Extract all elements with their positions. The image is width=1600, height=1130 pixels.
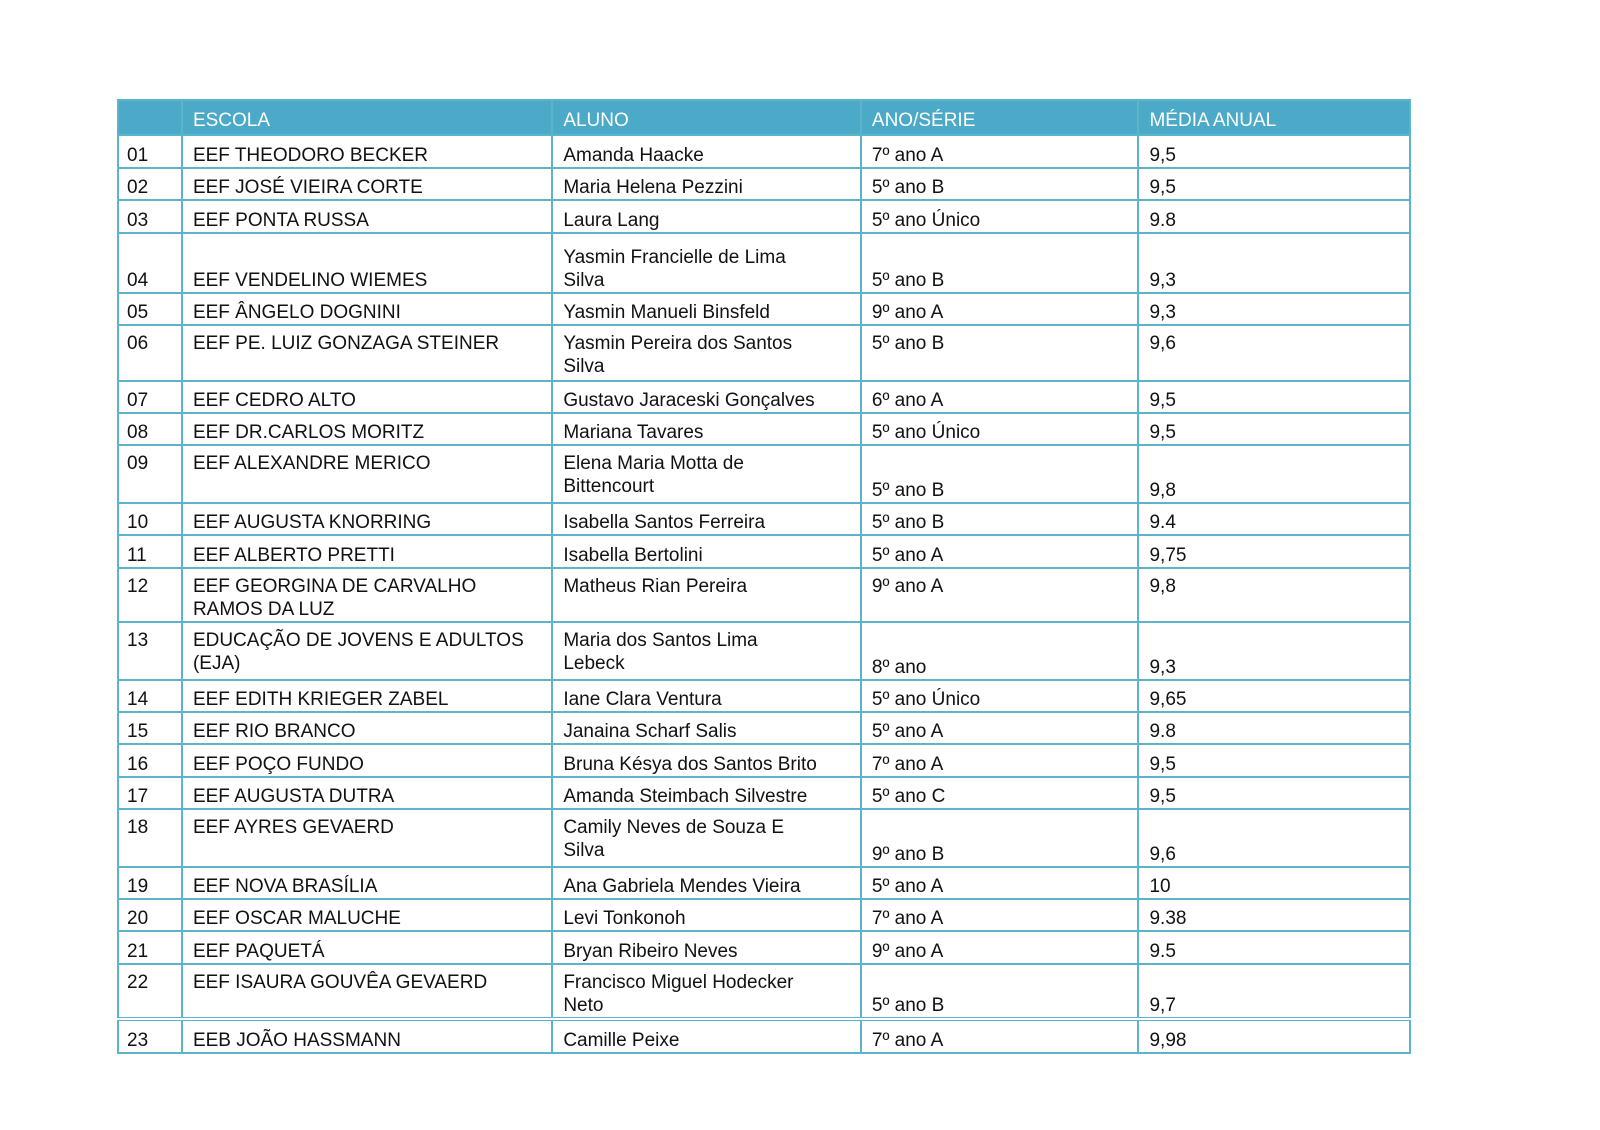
students-table [117, 99, 1411, 1054]
cell-escola: EEF CEDRO ALTO [182, 381, 552, 413]
cell-aluno: Ana Gabriela Mendes Vieira [552, 867, 861, 899]
cell-ano-serie: 5º ano Único [861, 680, 1139, 712]
cell-media-anual: 9,5 [1138, 135, 1410, 168]
cell-number: 13 [118, 622, 182, 680]
table-row [118, 899, 1410, 931]
cell-media-anual: 9,5 [1138, 744, 1410, 777]
table-row [118, 1019, 1410, 1053]
cell-ano-serie: 5º ano A [861, 712, 1139, 744]
cell-media-anual: 9,8 [1138, 445, 1410, 503]
table-row [118, 568, 1410, 622]
cell-number: 20 [118, 899, 182, 931]
cell-number: 10 [118, 503, 182, 535]
cell-escola: EEF VENDELINO WIEMES [182, 233, 552, 293]
cell-aluno: Levi Tonkonoh [552, 899, 861, 931]
cell-escola: EEF OSCAR MALUCHE [182, 899, 552, 931]
cell-number: 16 [118, 744, 182, 777]
cell-ano-serie: 5º ano A [861, 535, 1139, 568]
cell-aluno: Amanda Steimbach Silvestre [552, 777, 861, 809]
cell-aluno: Maria dos Santos Lima Lebeck [552, 622, 861, 680]
table-row [118, 293, 1410, 325]
cell-escola: EEF POÇO FUNDO [182, 744, 552, 777]
table-row [118, 777, 1410, 809]
cell-number: 23 [118, 1019, 182, 1053]
cell-ano-serie: 7º ano A [861, 744, 1139, 777]
cell-aluno: Yasmin Francielle de Lima Silva [552, 233, 861, 293]
cell-ano-serie: 9º ano A [861, 931, 1139, 964]
cell-media-anual: 10 [1138, 867, 1410, 899]
cell-number: 02 [118, 168, 182, 200]
cell-media-anual: 9,5 [1138, 381, 1410, 413]
cell-aluno: Yasmin Pereira dos Santos Silva [552, 325, 861, 381]
table-row [118, 535, 1410, 568]
cell-media-anual: 9,3 [1138, 233, 1410, 293]
cell-media-anual: 9.8 [1138, 712, 1410, 744]
cell-ano-serie: 5º ano Único [861, 413, 1139, 445]
cell-ano-serie: 5º ano B [861, 168, 1139, 200]
table-row [118, 413, 1410, 445]
cell-number: 01 [118, 135, 182, 168]
cell-escola: EEF EDITH KRIEGER ZABEL [182, 680, 552, 712]
cell-escola: EEF DR.CARLOS MORITZ [182, 413, 552, 445]
cell-ano-serie: 5º ano B [861, 964, 1139, 1019]
cell-number: 12 [118, 568, 182, 622]
cell-escola: EEF GEORGINA DE CARVALHO RAMOS DA LUZ [182, 568, 552, 622]
table-row [118, 867, 1410, 899]
table-row [118, 680, 1410, 712]
table-row [118, 233, 1410, 293]
cell-number: 03 [118, 200, 182, 233]
cell-aluno: Janaina Scharf Salis [552, 712, 861, 744]
header-col-number [118, 100, 182, 135]
cell-aluno: Matheus Rian Pereira [552, 568, 861, 622]
table-row [118, 381, 1410, 413]
cell-ano-serie: 5º ano B [861, 233, 1139, 293]
cell-escola: EEF PONTA RUSSA [182, 200, 552, 233]
cell-aluno: Maria Helena Pezzini [552, 168, 861, 200]
cell-media-anual: 9.4 [1138, 503, 1410, 535]
table-row [118, 809, 1410, 867]
cell-ano-serie: 5º ano B [861, 325, 1139, 381]
cell-number: 04 [118, 233, 182, 293]
cell-number: 11 [118, 535, 182, 568]
cell-number: 06 [118, 325, 182, 381]
cell-aluno: Camille Peixe [552, 1019, 861, 1053]
cell-aluno: Gustavo Jaraceski Gonçalves [552, 381, 861, 413]
cell-media-anual: 9,3 [1138, 293, 1410, 325]
cell-ano-serie: 8º ano [861, 622, 1139, 680]
cell-media-anual: 9,5 [1138, 168, 1410, 200]
table-row [118, 445, 1410, 503]
cell-media-anual: 9,6 [1138, 809, 1410, 867]
cell-media-anual: 9,98 [1138, 1019, 1410, 1053]
cell-number: 19 [118, 867, 182, 899]
cell-ano-serie: 5º ano B [861, 503, 1139, 535]
table-row [118, 503, 1410, 535]
cell-media-anual: 9.8 [1138, 200, 1410, 233]
cell-escola: EEF ALEXANDRE MERICO [182, 445, 552, 503]
header-row [118, 100, 1410, 135]
cell-number: 14 [118, 680, 182, 712]
table-row [118, 622, 1410, 680]
cell-escola: EEF PAQUETÁ [182, 931, 552, 964]
cell-escola: EDUCAÇÃO DE JOVENS E ADULTOS (EJA) [182, 622, 552, 680]
cell-escola: EEF ISAURA GOUVÊA GEVAERD [182, 964, 552, 1019]
cell-aluno: Camily Neves de Souza E Silva [552, 809, 861, 867]
table-row [118, 168, 1410, 200]
cell-ano-serie: 5º ano C [861, 777, 1139, 809]
cell-ano-serie: 9º ano B [861, 809, 1139, 867]
cell-media-anual: 9.38 [1138, 899, 1410, 931]
cell-escola: EEF THEODORO BECKER [182, 135, 552, 168]
cell-media-anual: 9.5 [1138, 931, 1410, 964]
cell-number: 08 [118, 413, 182, 445]
cell-ano-serie: 5º ano B [861, 445, 1139, 503]
table-row [118, 135, 1410, 168]
cell-aluno: Bruna Késya dos Santos Brito [552, 744, 861, 777]
cell-number: 15 [118, 712, 182, 744]
cell-aluno: Francisco Miguel Hodecker Neto [552, 964, 861, 1019]
cell-escola: EEF AUGUSTA DUTRA [182, 777, 552, 809]
cell-escola: EEF RIO BRANCO [182, 712, 552, 744]
cell-aluno: Isabella Bertolini [552, 535, 861, 568]
cell-ano-serie: 9º ano A [861, 293, 1139, 325]
cell-ano-serie: 7º ano A [861, 135, 1139, 168]
cell-aluno: Elena Maria Motta de Bittencourt [552, 445, 861, 503]
cell-media-anual: 9,5 [1138, 777, 1410, 809]
cell-escola: EEF ALBERTO PRETTI [182, 535, 552, 568]
cell-ano-serie: 7º ano A [861, 899, 1139, 931]
cell-escola: EEF ÂNGELO DOGNINI [182, 293, 552, 325]
cell-number: 07 [118, 381, 182, 413]
table-row [118, 712, 1410, 744]
cell-number: 17 [118, 777, 182, 809]
header-col-ano-serie: ANO/SÉRIE [861, 100, 1139, 135]
cell-media-anual: 9,65 [1138, 680, 1410, 712]
cell-number: 21 [118, 931, 182, 964]
cell-escola: EEF AUGUSTA KNORRING [182, 503, 552, 535]
header-col-media-anual: MÉDIA ANUAL [1138, 100, 1410, 135]
header-col-escola: ESCOLA [182, 100, 552, 135]
cell-aluno: Mariana Tavares [552, 413, 861, 445]
cell-media-anual: 9,3 [1138, 622, 1410, 680]
cell-number: 09 [118, 445, 182, 503]
cell-number: 22 [118, 964, 182, 1019]
cell-ano-serie: 6º ano A [861, 381, 1139, 413]
cell-ano-serie: 5º ano Único [861, 200, 1139, 233]
cell-ano-serie: 9º ano A [861, 568, 1139, 622]
cell-media-anual: 9,7 [1138, 964, 1410, 1019]
cell-escola: EEF NOVA BRASÍLIA [182, 867, 552, 899]
cell-aluno: Isabella Santos Ferreira [552, 503, 861, 535]
cell-ano-serie: 7º ano A [861, 1019, 1139, 1053]
cell-number: 05 [118, 293, 182, 325]
cell-number: 18 [118, 809, 182, 867]
table-row [118, 200, 1410, 233]
cell-escola: EEB JOÃO HASSMANN [182, 1019, 552, 1053]
header-col-aluno: ALUNO [552, 100, 861, 135]
cell-escola: EEF PE. LUIZ GONZAGA STEINER [182, 325, 552, 381]
cell-media-anual: 9,8 [1138, 568, 1410, 622]
cell-escola: EEF JOSÉ VIEIRA CORTE [182, 168, 552, 200]
table-row [118, 325, 1410, 381]
cell-escola: EEF AYRES GEVAERD [182, 809, 552, 867]
cell-media-anual: 9,6 [1138, 325, 1410, 381]
cell-aluno: Yasmin Manueli Binsfeld [552, 293, 861, 325]
cell-aluno: Bryan Ribeiro Neves [552, 931, 861, 964]
cell-media-anual: 9,75 [1138, 535, 1410, 568]
cell-media-anual: 9,5 [1138, 413, 1410, 445]
table-row [118, 744, 1410, 777]
cell-aluno: Laura Lang [552, 200, 861, 233]
table-row [118, 931, 1410, 964]
table-row [118, 964, 1410, 1019]
cell-aluno: Iane Clara Ventura [552, 680, 861, 712]
cell-aluno: Amanda Haacke [552, 135, 861, 168]
cell-ano-serie: 5º ano A [861, 867, 1139, 899]
